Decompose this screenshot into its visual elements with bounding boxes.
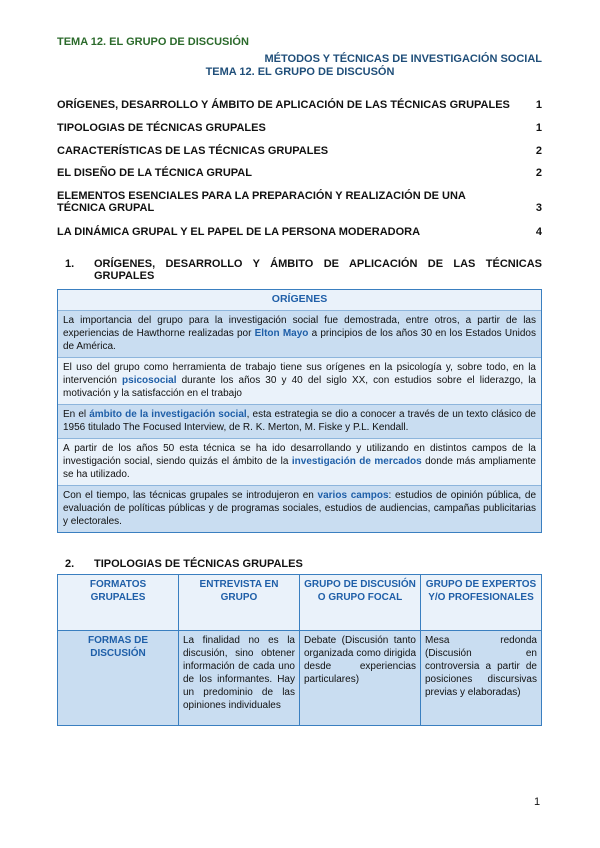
table-cell: Mesa redonda (Discusión en controversia a partir de posiciones discursivas previas y elaboradas): [421, 631, 542, 726]
highlight-term: ámbito de la investigación social: [89, 409, 247, 420]
origins-paragraph: El uso del grupo como herramienta de trabajo tiene sus orígenes en la psicología y, sobre todo, en la intervención psicosocial durante los años 30 y 40 del siglo XX, con estudios sobre el liderazgo, la motivación y la satisfacción en el trabajo: [58, 357, 541, 404]
page-number: 1: [534, 796, 541, 808]
toc-entry[interactable]: [57, 226, 542, 238]
origins-box: [57, 289, 542, 533]
toc-entry[interactable]: [57, 190, 542, 214]
toc-title: ORÍGENES, DESARROLLO Y ÁMBITO DE APLICACIÓN DE LAS TÉCNICAS GRUPALES: [57, 99, 510, 111]
toc-page: 1: [535, 99, 542, 111]
toc-page: 2: [535, 167, 542, 179]
highlight-term: investigación de mercados: [291, 456, 422, 467]
highlight-term: psicosocial: [122, 375, 177, 386]
table-row-label: FORMAS DE DISCUSIÓN: [58, 631, 179, 726]
toc-entry[interactable]: [57, 99, 542, 111]
table-header-row: [58, 575, 542, 631]
section-2-heading: [57, 558, 542, 570]
highlight-term: varios campos: [317, 490, 389, 501]
table-cell: Debate (Discusión tanto organizada como dirigida desde experiencias particulares): [300, 631, 421, 726]
highlight-term: Elton Mayo: [254, 328, 309, 339]
topic-header: TEMA 12. EL GRUPO DE DISCUSÓN: [205, 66, 395, 78]
origins-paragraph: La importancia del grupo para la investigación social fue demostrada, entre otros, a partir de las experiencias de Hawthorne realizadas por Elton Mayo a principios de los años 30 en los Estados Unidos de América.: [58, 310, 541, 357]
table-header-cell: GRUPO DE EXPERTOS Y/O PROFESIONALES: [421, 575, 542, 631]
table-header-cell: ENTREVISTA EN GRUPO: [179, 575, 300, 631]
section-1-heading: [57, 258, 542, 282]
document-top-title: TEMA 12. EL GRUPO DE DISCUSIÓN: [57, 36, 249, 48]
toc-page: 2: [535, 145, 542, 157]
table-row: [58, 631, 542, 726]
toc-title: LA DINÁMICA GRUPAL Y EL PAPEL DE LA PERSONA MODERADORA: [57, 226, 421, 238]
toc-entry[interactable]: [57, 122, 542, 134]
toc-title: ELEMENTOS ESENCIALES PARA LA PREPARACIÓN Y REALIZACIÓN DE UNA TÉCNICA GRUPAL: [57, 190, 466, 214]
origins-paragraph: A partir de los años 50 esta técnica se ha ido desarrollando y utilizando en distintos campos de la investigación social, siendo quizás el ámbito de la investigación de mercados donde más ampliamente se ha utilizado.: [58, 438, 541, 485]
toc-title: EL DISEÑO DE LA TÉCNICA GRUPAL: [57, 167, 252, 179]
toc-page: 1: [535, 122, 542, 134]
typology-table: [57, 574, 542, 726]
origins-box-title: ORÍGENES: [58, 290, 541, 310]
subject-header: MÉTODOS Y TÉCNICAS DE INVESTIGACIÓN SOCIAL: [264, 53, 542, 65]
section-number: 1.: [65, 258, 75, 270]
section-number: 2.: [65, 558, 75, 570]
toc-entry[interactable]: [57, 145, 542, 157]
toc-title: CARACTERÍSTICAS DE LAS TÉCNICAS GRUPALES: [57, 145, 329, 157]
toc-page: 4: [535, 226, 542, 238]
table-header-cell: GRUPO DE DISCUSIÓN O GRUPO FOCAL: [300, 575, 421, 631]
table-cell: La finalidad no es la discusión, sino obtener información de cada uno de los informantes. Hay un predominio de las opiniones individuales: [179, 631, 300, 726]
toc-title: TIPOLOGIAS DE TÉCNICAS GRUPALES: [57, 122, 266, 134]
toc-entry[interactable]: [57, 167, 542, 179]
section-title: TIPOLOGIAS DE TÉCNICAS GRUPALES: [94, 558, 303, 570]
section-title: ORÍGENES, DESARROLLO Y ÁMBITO DE APLICACIÓN DE LAS TÉCNICAS GRUPALES: [94, 258, 542, 282]
origins-paragraph: En el ámbito de la investigación social, esta estrategia se dio a conocer a través de un texto clásico de 1956 titulado The Focused Interview, de R. K. Merton, M. Fiske y P.L. Kendall.: [58, 404, 541, 438]
toc-page: 3: [535, 202, 542, 214]
table-header-cell: FORMATOS GRUPALES: [58, 575, 179, 631]
origins-paragraph: Con el tiempo, las técnicas grupales se introdujeron en varios campos: estudios de opinión pública, de evaluación de políticas públicas y de programas sociales, estudios de audiencias, campañas publicitarias y electorales.: [58, 485, 541, 532]
